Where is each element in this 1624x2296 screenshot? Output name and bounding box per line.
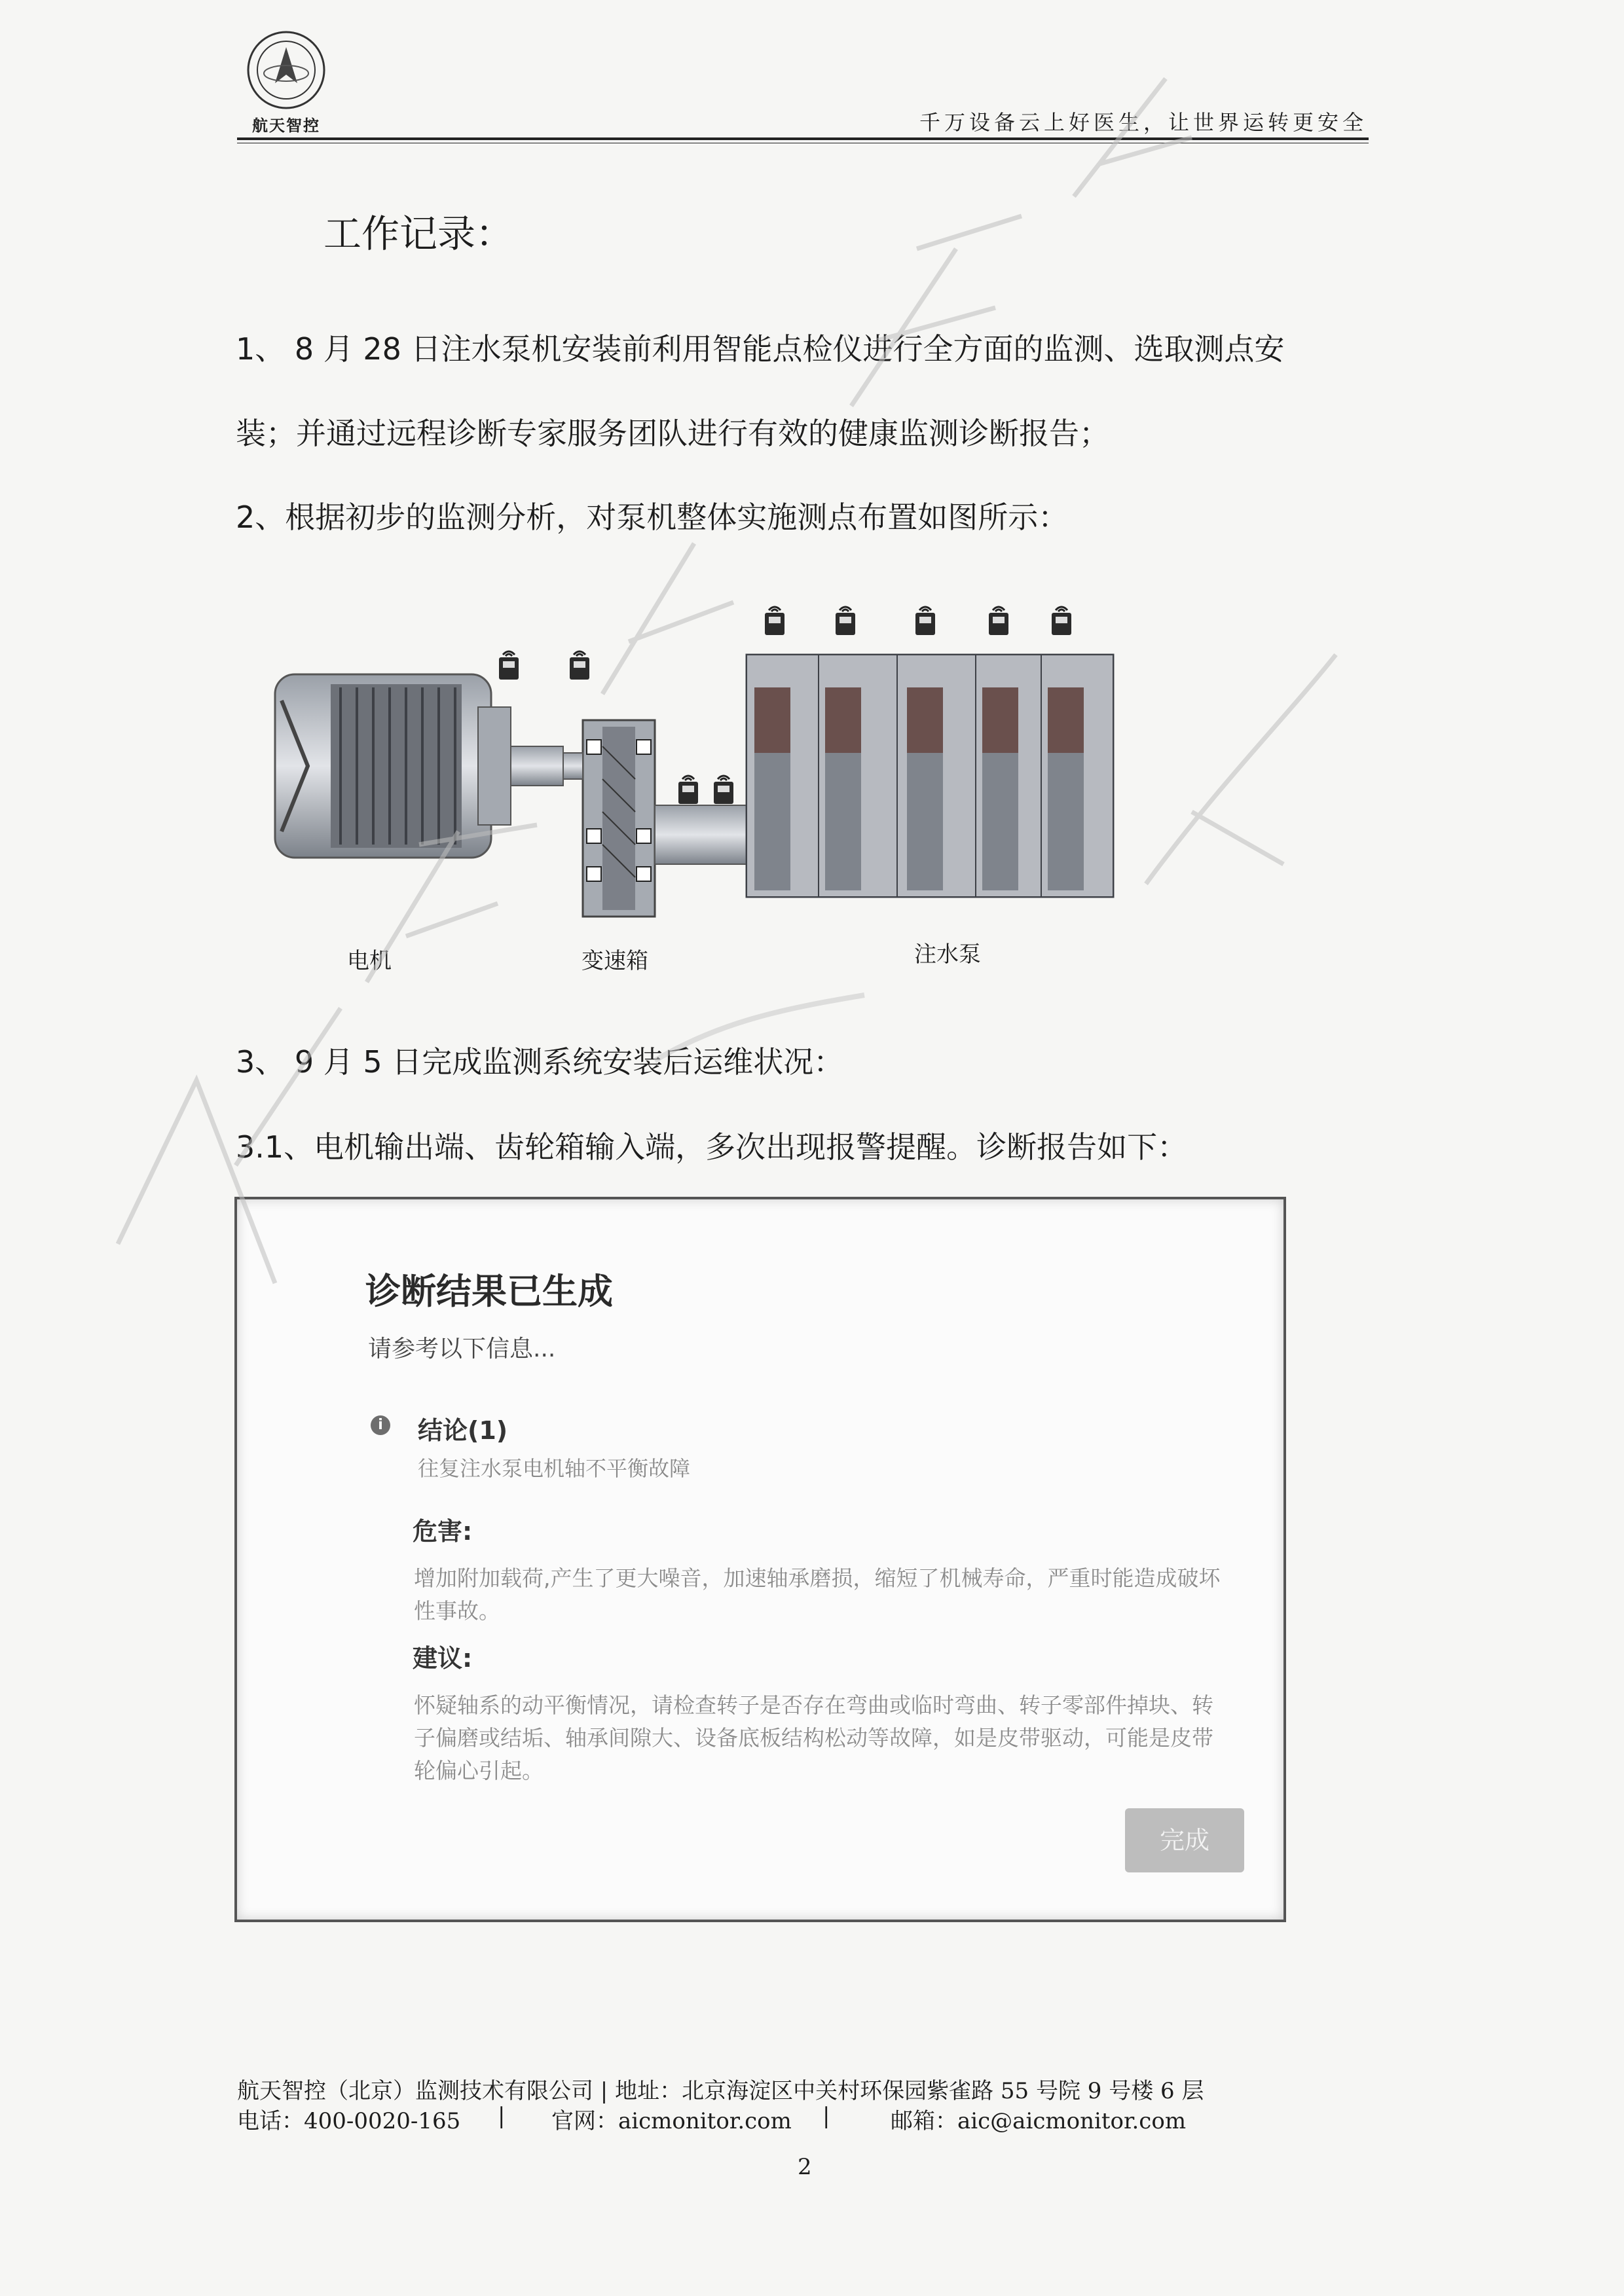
advice-label: 建议: (413, 1644, 473, 1673)
harm-text: 增加附加载荷,产生了更大噪音，加速轴承磨损，缩短了机械寿命，严重时能造成破坏性事故。 (414, 1565, 1221, 1624)
section-heading: 工作记录： (323, 211, 514, 256)
label-pump: 注水泵 (914, 941, 981, 968)
wireless-sensor-icon (570, 651, 589, 680)
conclusion-text: 往复注水泵电机轴不平衡故障 (418, 1456, 691, 1481)
label-motor: 电机 (347, 948, 392, 974)
gearbox-graphic (563, 720, 747, 917)
pump-sensor-diagram (262, 589, 1139, 995)
dialog-subtitle: 请参考以下信息... (368, 1336, 556, 1362)
footer-phone: 电话：400-0020-165 (237, 2108, 461, 2134)
wireless-sensor-icon (714, 776, 733, 804)
footer-email: 邮箱：aic@aicmonitor.com (891, 2108, 1187, 2134)
info-icon: i (371, 1415, 390, 1435)
item-1-line-1: 1、 8 月 28 日注水泵机安装前利用智能点检仪进行全方面的监测、选取测点安 (236, 331, 1285, 367)
header-rule (237, 137, 1369, 140)
item-3: 3、 9 月 5 日完成监测系统安装后运维状况： (236, 1044, 844, 1080)
footer-website: 官网：aicmonitor.com (551, 2108, 792, 2134)
wireless-sensor-icon (1052, 607, 1071, 635)
item-1-line-2: 装；并通过远程诊断专家服务团队进行有效的健康监测诊断报告； (236, 416, 1109, 451)
footer-company-address: 航天智控（北京）监测技术有限公司 | 地址：北京海淀区中关村环保园紫雀路 55 号院 9 号楼 6 层 (237, 2078, 1204, 2104)
logo-text: 航天智控 (252, 116, 320, 135)
dialog-title: 诊断结果已生成 (365, 1271, 613, 1312)
wireless-sensor-icon (836, 607, 855, 635)
footer-separator: | (498, 2103, 506, 2129)
wireless-sensor-icon (678, 776, 698, 804)
header-slogan: 千万设备云上好医生，让世界运转更安全 (919, 110, 1367, 135)
done-button[interactable]: 完成 (1125, 1808, 1244, 1872)
label-gearbox: 变速箱 (581, 948, 648, 974)
diagnosis-dialog (234, 1197, 1286, 1922)
wireless-sensor-icon (989, 607, 1008, 635)
wireless-sensor-icon (765, 607, 784, 635)
conclusion-label: 结论(1) (418, 1416, 508, 1445)
motor-graphic (275, 674, 563, 858)
footer-separator: | (822, 2103, 830, 2129)
pump-graphic (747, 655, 1113, 897)
wireless-sensor-icon (499, 651, 519, 680)
wireless-sensor-icon (915, 607, 935, 635)
item-2: 2、根据初步的监测分析，对泵机整体实施测点布置如图所示： (236, 500, 1069, 535)
page-number: 2 (798, 2154, 812, 2180)
harm-label: 危害: (413, 1517, 473, 1546)
advice-text: 怀疑轴系的动平衡情况，请检查转子是否存在弯曲或临时弯曲、转子零部件掉块、转子偏磨或结垢、轴承间隙大、设备底板结构松动等故障，如是皮带驱动，可能是皮带轮偏心引起。 (414, 1692, 1213, 1783)
item-3-1: 3.1、电机输出端、齿轮箱输入端，多次出现报警提醒。诊断报告如下： (236, 1129, 1188, 1165)
